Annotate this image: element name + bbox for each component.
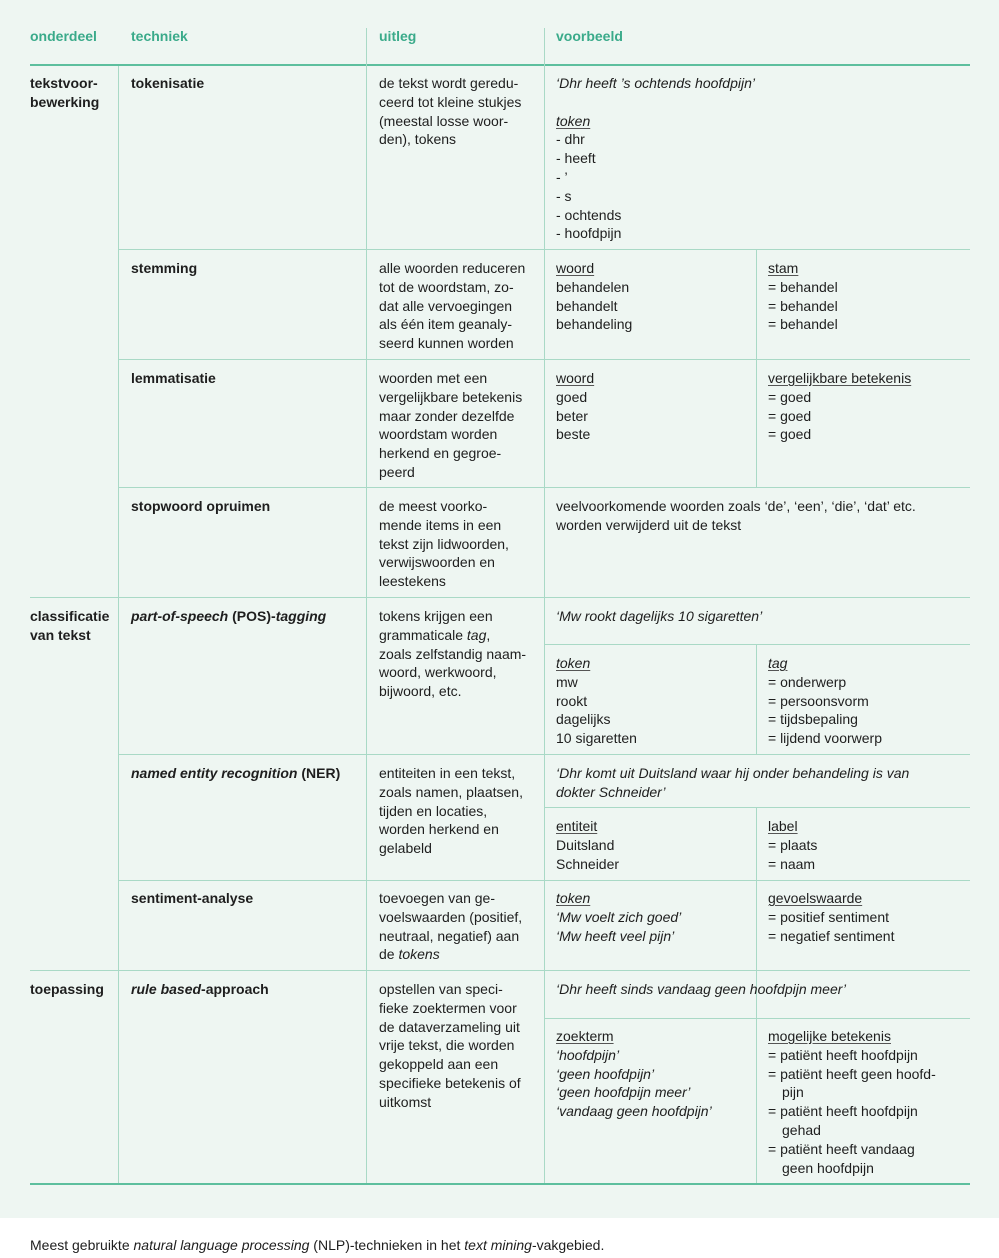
techniek-sentiment: sentiment-analyse <box>131 890 254 906</box>
voorbeeld-stemming-stam: stam = behandel = behandel = behandel <box>768 260 838 333</box>
divider-col4-a <box>756 250 757 487</box>
techniek-stemming: stemming <box>131 260 198 276</box>
voorbeeld-rule-quote: ‘Dhr heeft sinds vandaag geen hoofdpijn meer’ <box>556 981 847 997</box>
bottom-rule <box>30 1183 970 1185</box>
uitleg-sentiment: toevoegen van ge- voelswaarden (positief, neutraal, negatief) aan de tokens <box>379 890 523 963</box>
voorbeeld-ner-label: label = plaats = naam <box>768 818 818 872</box>
divider-col3 <box>544 28 545 1183</box>
sub-separator <box>545 1018 970 1019</box>
voorbeeld-rule-zoekterm: zoekterm ‘hoofdpijn’ ‘geen hoofdpijn’ ‘geen hoofdpijn meer’ ‘vandaag geen hoofdpijn’ <box>556 1028 712 1120</box>
header-voorbeeld: voorbeeld <box>556 28 623 44</box>
voorbeeld-stopwoord: veelvoorkomende woorden zoals ‘de’, ‘een’, ‘die’, ‘dat’ etc. worden verwijderd uit de tekst <box>556 498 916 533</box>
header-techniek: techniek <box>131 28 188 44</box>
sub-separator <box>545 644 970 645</box>
voorbeeld-pos-quote: ‘Mw rookt dagelijks 10 sigaretten’ <box>556 608 763 624</box>
header-onderdeel: onderdeel <box>30 28 97 44</box>
uitleg-rule-based: opstellen van speci- fieke zoektermen voor de dataverzameling uit vrije tekst, die worden gekoppeld aan een specifieke betekenis of uitkomst <box>379 981 521 1110</box>
voorbeeld-pos-token: token mw rookt dagelijks 10 sigaretten <box>556 655 637 747</box>
voorbeeld-rule-betekenis: mogelijke betekenis = patiënt heeft hoofdpijn = patiënt heeft geen hoofd- pijn = patiënt heeft hoofdpijn gehad = patiënt heeft vandaag geen hoofdpijn <box>768 1028 936 1176</box>
voorbeeld-lemmatisatie-betekenis: vergelijkbare betekenis = goed = goed = goed <box>768 370 912 443</box>
uitleg-stopwoord: de meest voorko- mende items in een tekst zijn lidwoorden, verwijswoorden en leestekens <box>379 498 509 590</box>
header-rule <box>30 64 970 66</box>
techniek-rule-based: rule based-approach <box>131 981 269 997</box>
figure-caption: Meest gebruikte natural language processing (NLP)-technieken in het text mining-vakgebied. <box>30 1237 605 1253</box>
uitleg-tokenisatie: de tekst wordt geredu- ceerd tot kleine stukjes (meestal losse woor- den), tokens <box>379 75 522 148</box>
voorbeeld-lemmatisatie-woord: woord goed beter beste <box>556 370 595 443</box>
uitleg-stemming: alle woorden reduceren tot de woordstam, zo- dat alle vervoegingen als één item geanaly- seerd kunnen worden <box>379 260 526 352</box>
techniek-ner: named entity recognition (NER) <box>131 765 341 781</box>
row-separator <box>119 249 970 250</box>
row-separator <box>119 754 970 755</box>
uitleg-pos-tagging: tokens krijgen een grammaticale tag, zoals zelfstandig naam- woord, werkwoord, bijwoord, etc. <box>379 608 527 700</box>
section-toepassing: toepassing <box>30 981 104 997</box>
voorbeeld-pos-tag: tag = onderwerp = persoonsvorm = tijdsbepaling = lijdend voorwerp <box>768 655 883 747</box>
section-separator <box>30 597 970 598</box>
voorbeeld-stemming-woord: woord behandelen behandelt behandeling <box>556 260 633 333</box>
voorbeeld-tokenisatie: ‘Dhr heeft ’s ochtends hoofdpijn’ token - dhr - heeft - ’ - s - ochtends - hoofdpijn <box>556 75 755 242</box>
voorbeeld-ner-quote: ‘Dhr komt uit Duitsland waar hij onder behandeling is van dokter Schneider’ <box>556 765 910 800</box>
row-separator <box>119 880 970 881</box>
divider-col1 <box>118 66 119 1183</box>
section-classificatie: classificatie van tekst <box>30 608 110 643</box>
techniek-stopwoord: stopwoord opruimen <box>131 498 271 514</box>
section-tekstvoorbewerking: tekstvoor- bewerking <box>30 75 100 110</box>
techniek-pos-tagging: part-of-speech (POS)-tagging <box>131 608 327 624</box>
uitleg-ner: entiteiten in een tekst, zoals namen, plaatsen, tijden en locaties, worden herkend en gelabeld <box>379 765 523 857</box>
sub-separator <box>545 807 970 808</box>
divider-col4-b <box>756 645 757 754</box>
voorbeeld-sentiment-gevoelswaarde: gevoelswaarde = positief sentiment = negatief sentiment <box>768 890 895 944</box>
uitleg-lemmatisatie: woorden met een vergelijkbare betekenis maar zonder dezelfde woordstam worden herkend en gegroe- peerd <box>379 370 523 480</box>
section-separator <box>30 970 970 971</box>
voorbeeld-ner-entiteit: entiteit Duitsland Schneider <box>556 818 620 872</box>
row-separator <box>119 487 970 488</box>
header-uitleg: uitleg <box>379 28 417 44</box>
techniek-lemmatisatie: lemmatisatie <box>131 370 216 386</box>
divider-col2 <box>366 28 367 1183</box>
voorbeeld-sentiment-token: token ‘Mw voelt zich goed’ ‘Mw heeft veel pijn’ <box>556 890 682 944</box>
techniek-tokenisatie: tokenisatie <box>131 75 205 91</box>
row-separator <box>119 359 970 360</box>
